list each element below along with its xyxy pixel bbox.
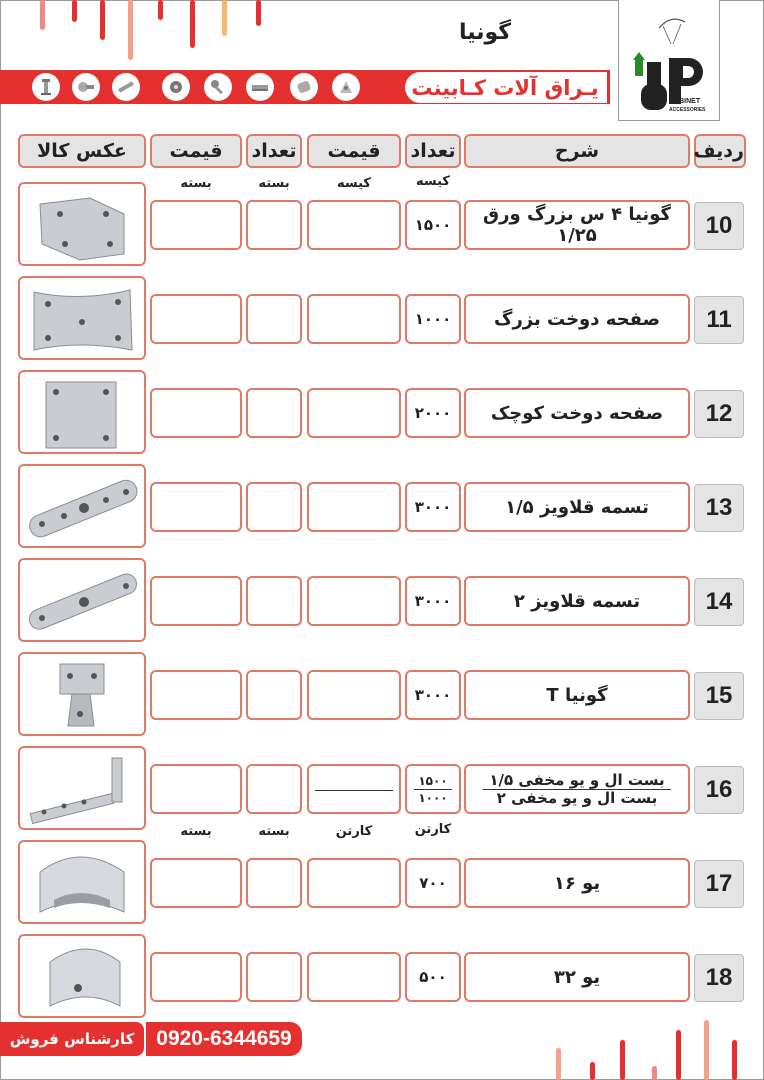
row-number: 17: [694, 860, 744, 908]
u16-clip-image: [20, 842, 144, 922]
row-price-input[interactable]: [307, 294, 401, 344]
threaded-strap-image: [20, 466, 144, 546]
col-header-quantity-2: تعداد: [246, 134, 302, 168]
phone-number[interactable]: 0920-6344659: [146, 1022, 302, 1056]
col-header-image: عکس کالا: [18, 134, 146, 168]
corner-bracket-image: [20, 184, 144, 264]
small-mending-plate-image: [20, 372, 144, 452]
row-quantity: ۱۵۰۰: [405, 200, 461, 250]
col-header-price-2: قیمت: [150, 134, 242, 168]
logo-text: [669, 98, 717, 114]
row-number: 16: [694, 766, 744, 814]
row-description-line1: بست ال و یو مخفی ۱/۵: [483, 772, 670, 790]
hinge-icon: [72, 73, 100, 101]
subheader-price-carton: کارتن: [335, 824, 373, 839]
row-count-input[interactable]: [246, 200, 302, 250]
row-price-2-input[interactable]: [150, 952, 242, 1002]
logo-line1: CABINET: [669, 98, 701, 105]
subheader-count-pack-2: بسته: [258, 824, 290, 839]
row-quantity: [405, 764, 461, 814]
row-number: 13: [694, 484, 744, 532]
row-product-image: [18, 370, 146, 454]
row-price-input[interactable]: [307, 670, 401, 720]
row-count-input[interactable]: [246, 952, 302, 1002]
row-count-input[interactable]: [246, 670, 302, 720]
subheader-price-pack: بسته: [180, 176, 212, 191]
shelf-support-icon: [332, 73, 360, 101]
row-price-input[interactable]: [307, 764, 401, 814]
row-product-image: [18, 934, 146, 1018]
row-number: 18: [694, 954, 744, 1002]
row-product-image: [18, 840, 146, 924]
row-count-input[interactable]: [246, 764, 302, 814]
subheader-qty-carton: کارتن: [414, 822, 452, 837]
row-product-image: [18, 276, 146, 360]
row-price-2-input[interactable]: [150, 294, 242, 344]
row-price-2-input[interactable]: [150, 576, 242, 626]
row-count-input[interactable]: [246, 388, 302, 438]
header-band-title: یـراق آلات کـابینت: [411, 76, 599, 100]
row-description: صفحه دوخت بزرگ: [464, 294, 690, 344]
subheader-qty-bag: کیسه: [416, 174, 450, 189]
row-price-2-input[interactable]: [150, 858, 242, 908]
sales-expert-label: کارشناس فروش: [0, 1022, 144, 1056]
hidden-lu-clamp-image: [20, 748, 144, 828]
row-price-2-input[interactable]: [150, 482, 242, 532]
row-description: گونیا ۴ س بزرگ ورق ۱/۲۵: [464, 200, 690, 250]
row-price-input[interactable]: [307, 200, 401, 250]
slide-rail-icon: [112, 73, 140, 101]
row-quantity-line1: ۱۵۰۰: [414, 773, 451, 790]
row-product-image: [18, 464, 146, 548]
t-bracket-image: [20, 654, 144, 734]
subheader-count-pack: بسته: [258, 176, 290, 191]
row-number: 14: [694, 578, 744, 626]
brand-logo: [618, 0, 720, 121]
row-count-input[interactable]: [246, 294, 302, 344]
row-number: 10: [694, 202, 744, 250]
row-description: یو ۱۶: [464, 858, 690, 908]
row-description: تسمه قلاویز ۱/۵: [464, 482, 690, 532]
screw-icon: [204, 73, 232, 101]
col-header-description: شرح: [464, 134, 690, 168]
col-header-row-no: ردیف: [694, 134, 746, 168]
row-product-image: [18, 652, 146, 736]
row-price-input[interactable]: [307, 388, 401, 438]
row-price-2-input[interactable]: [150, 764, 242, 814]
subheader-price-pack-2: بسته: [180, 824, 212, 839]
handle-icon: [290, 73, 318, 101]
logo-line2: ACCESSORIES: [669, 107, 706, 113]
drawer-slide-icon: [246, 73, 274, 101]
row-price-2-input[interactable]: [150, 388, 242, 438]
page-title: گونیا: [458, 20, 512, 45]
threaded-strap-2-image: [20, 560, 144, 640]
row-quantity: ۳۰۰۰: [405, 482, 461, 532]
row-count-input[interactable]: [246, 858, 302, 908]
subheader-price-bag: کیسه: [337, 176, 371, 191]
row-price-2-input[interactable]: [150, 200, 242, 250]
row-description: تسمه قلاویز ۲: [464, 576, 690, 626]
row-quantity: ۳۰۰۰: [405, 670, 461, 720]
row-price-input[interactable]: [307, 952, 401, 1002]
row-product-image: [18, 746, 146, 830]
row-quantity: ۱۰۰۰: [405, 294, 461, 344]
large-mending-plate-image: [20, 278, 144, 358]
col-header-quantity: تعداد: [405, 134, 461, 168]
row-number: 15: [694, 672, 744, 720]
row-description-line2: بست ال و یو مخفی ۲: [496, 788, 658, 807]
row-count-input[interactable]: [246, 576, 302, 626]
row-quantity: ۷۰۰: [405, 858, 461, 908]
row-number: 11: [694, 296, 744, 344]
row-quantity-line2: ۱۰۰۰: [418, 790, 448, 805]
row-description: صفحه دوخت کوچک: [464, 388, 690, 438]
row-product-image: [18, 558, 146, 642]
u32-clip-image: [20, 936, 144, 1016]
row-price-input[interactable]: [307, 576, 401, 626]
cam-lock-icon: [162, 73, 190, 101]
row-description: [464, 764, 690, 814]
row-quantity: ۲۰۰۰: [405, 388, 461, 438]
row-quantity: ۳۰۰۰: [405, 576, 461, 626]
row-quantity: ۵۰۰: [405, 952, 461, 1002]
row-description: گونیا T: [464, 670, 690, 720]
col-header-price: قیمت: [307, 134, 401, 168]
row-price-input[interactable]: [307, 482, 401, 532]
row-price-input[interactable]: [307, 858, 401, 908]
row-product-image: [18, 182, 146, 266]
row-count-input[interactable]: [246, 482, 302, 532]
cabinet-leg-icon: [32, 73, 60, 101]
row-price-2-input[interactable]: [150, 670, 242, 720]
row-number: 12: [694, 390, 744, 438]
price-divider: [315, 790, 393, 791]
row-description: یو ۳۲: [464, 952, 690, 1002]
